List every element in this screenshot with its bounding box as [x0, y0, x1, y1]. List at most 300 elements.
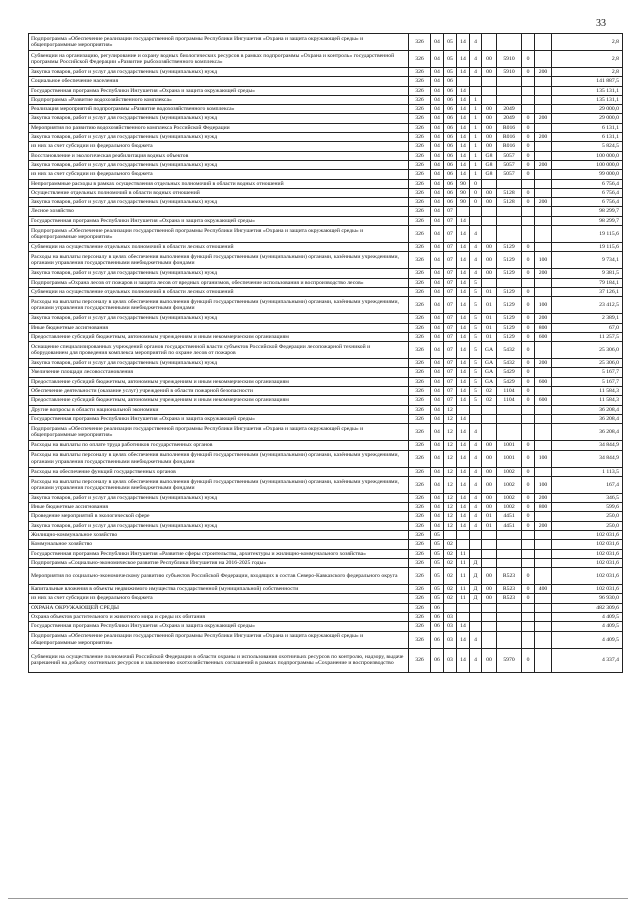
cell-subsection-code: 07 [444, 396, 457, 405]
cell-direction-code: 00 [482, 142, 497, 151]
table-row [29, 77, 623, 86]
cell-ministry-code: 326 [409, 549, 431, 558]
cell-item-name: Мероприятия по развитию водохозяйственного комплекса Российской Федерации [29, 123, 409, 132]
cell-ministry-code: 326 [409, 34, 431, 51]
cell-program-code: 90 [457, 179, 470, 188]
cell-expense-type-code: 800 [535, 323, 552, 332]
cell-ministry-code: 326 [409, 568, 431, 585]
cell-direction-code: 00 [482, 114, 497, 123]
cell-amount: 4 337,4 [552, 648, 623, 672]
cell-item-name: Подпрограмма «Развитие водохозяйственного комплекса» [29, 95, 409, 104]
cell-subsection-code: 06 [444, 123, 457, 132]
cell-expense-type-code: 200 [535, 493, 552, 502]
table-row [29, 558, 623, 567]
cell-item-name: Подпрограмма «Обеспечение реализации государственной программы Республики Ингушетия «Охрана и защита окружающей среды» и общепрограммные мероприятия» [29, 34, 409, 51]
cell-subarticle-code [522, 216, 535, 225]
cell-article-code: 4451 [497, 521, 522, 530]
cell-subprogram-code: 4 [470, 648, 482, 672]
cell-direction-code: G8 [482, 151, 497, 160]
cell-program-code: 14 [457, 521, 470, 530]
cell-ministry-code: 326 [409, 269, 431, 278]
cell-amount: 2,8 [552, 34, 623, 51]
cell-section-code: 06 [431, 631, 444, 648]
cell-subprogram-code: 5 [470, 314, 482, 323]
cell-subsection-code: 12 [444, 441, 457, 450]
cell-section-code: 04 [431, 521, 444, 530]
cell-item-name: Закупка товаров, работ и услуг для государственных (муниципальных) нужд [29, 68, 409, 77]
cell-subprogram-code: 1 [470, 170, 482, 179]
cell-item-name: Предоставление субсидий бюджетным, автономным учреждениям и иным некоммерческим организациям [29, 396, 409, 405]
cell-article-code: 5432 [497, 342, 522, 359]
cell-section-code: 04 [431, 314, 444, 323]
cell-subarticle-code: 0 [522, 493, 535, 502]
cell-article-code: 2049 [497, 114, 522, 123]
cell-item-name: Предоставление субсидий бюджетным, автономным учреждениям и иным некоммерческим организациям [29, 377, 409, 386]
cell-article-code: 5129 [497, 323, 522, 332]
cell-subarticle-code [522, 603, 535, 612]
cell-item-name: из них за счет субсидии из федерального бюджета [29, 594, 409, 603]
cell-expense-type-code [535, 142, 552, 151]
cell-section-code: 04 [431, 51, 444, 68]
cell-program-code: 14 [457, 123, 470, 132]
cell-item-name: Закупка товаров, работ и услуг для государственных (муниципальных) нужд [29, 269, 409, 278]
cell-article-code: 1001 [497, 441, 522, 450]
cell-subarticle-code: 0 [522, 368, 535, 377]
cell-expense-type-code [535, 287, 552, 296]
cell-section-code: 04 [431, 396, 444, 405]
cell-expense-type-code [535, 424, 552, 441]
cell-section-code: 04 [431, 424, 444, 441]
cell-subarticle-code: 0 [522, 467, 535, 476]
table-row [29, 521, 623, 530]
cell-subarticle-code [522, 414, 535, 423]
cell-ministry-code: 326 [409, 287, 431, 296]
cell-section-code: 05 [431, 540, 444, 549]
cell-direction-code: 01 [482, 287, 497, 296]
cell-program-code: 11 [457, 558, 470, 567]
cell-article-code: 5057 [497, 151, 522, 160]
cell-expense-type-code: 200 [535, 521, 552, 530]
cell-section-code: 04 [431, 377, 444, 386]
cell-expense-type-code: 600 [535, 377, 552, 386]
cell-direction-code: 00 [482, 493, 497, 502]
cell-subsection-code: 06 [444, 160, 457, 169]
table-row [29, 594, 623, 603]
cell-item-name: Закупка товаров, работ и услуг для государственных (муниципальных) нужд [29, 114, 409, 123]
cell-item-name: Подпрограмма «Охрана лесов от пожаров и защита лесов от вредных организмов, обеспечение использования и воспроизводство лесов» [29, 278, 409, 287]
cell-article-code: 4451 [497, 512, 522, 521]
cell-expense-type-code: 200 [535, 160, 552, 169]
cell-article-code: 1001 [497, 450, 522, 467]
table-row [29, 207, 623, 216]
cell-subarticle-code: 0 [522, 297, 535, 314]
cell-amount: 141 887,5 [552, 77, 623, 86]
cell-direction-code: 02 [482, 387, 497, 396]
table-row [29, 170, 623, 179]
cell-section-code: 04 [431, 95, 444, 104]
cell-item-name: Другие вопросы в области национальной экономики [29, 405, 409, 414]
cell-subprogram-code: 5 [470, 368, 482, 377]
cell-subprogram-code: 0 [470, 188, 482, 197]
cell-article-code [497, 34, 522, 51]
table-row [29, 198, 623, 207]
cell-subsection-code: 07 [444, 342, 457, 359]
cell-subprogram-code: 1 [470, 160, 482, 169]
cell-direction-code: 00 [482, 198, 497, 207]
table-row [29, 269, 623, 278]
cell-article-code [497, 95, 522, 104]
cell-article-code: 5129 [497, 252, 522, 269]
cell-direction-code [482, 558, 497, 567]
cell-subsection-code: 02 [444, 594, 457, 603]
cell-amount: 346,5 [552, 493, 623, 502]
cell-subprogram-code: 4 [470, 424, 482, 441]
cell-subprogram-code: 4 [470, 226, 482, 243]
cell-program-code: 14 [457, 359, 470, 368]
cell-direction-code: G8 [482, 160, 497, 169]
cell-amount: 6 131,1 [552, 133, 623, 142]
cell-expense-type-code: 200 [535, 68, 552, 77]
cell-program-code: 14 [457, 342, 470, 359]
cell-direction-code [482, 414, 497, 423]
cell-amount: 34 844,9 [552, 441, 623, 450]
cell-ministry-code: 326 [409, 207, 431, 216]
cell-article-code: 5432 [497, 359, 522, 368]
cell-ministry-code: 326 [409, 160, 431, 169]
cell-direction-code: 00 [482, 51, 497, 68]
cell-expense-type-code [535, 594, 552, 603]
cell-amount: 102 031,6 [552, 549, 623, 558]
cell-expense-type-code [535, 648, 552, 672]
cell-section-code: 04 [431, 133, 444, 142]
cell-program-code: 14 [457, 252, 470, 269]
cell-item-name: Непрограммные расходы в рамках осуществления отдельных полномочий в области водных отношений [29, 179, 409, 188]
cell-article-code [497, 226, 522, 243]
cell-expense-type-code: 600 [535, 396, 552, 405]
cell-ministry-code: 326 [409, 179, 431, 188]
cell-subsection-code: 06 [444, 170, 457, 179]
cell-expense-type-code [535, 342, 552, 359]
cell-direction-code: 00 [482, 476, 497, 493]
cell-subprogram-code: 4 [470, 68, 482, 77]
cell-subprogram-code: 4 [470, 476, 482, 493]
cell-expense-type-code [535, 467, 552, 476]
cell-expense-type-code [535, 34, 552, 51]
cell-subsection-code: 02 [444, 558, 457, 567]
cell-subarticle-code: 0 [522, 151, 535, 160]
table-row [29, 414, 623, 423]
cell-direction-code: 00 [482, 68, 497, 77]
cell-direction-code: 00 [482, 252, 497, 269]
cell-article-code: R016 [497, 142, 522, 151]
cell-expense-type-code [535, 622, 552, 631]
cell-section-code: 04 [431, 414, 444, 423]
cell-direction-code: GA [482, 359, 497, 368]
cell-direction-code: G8 [482, 170, 497, 179]
cell-subprogram-code: 4 [470, 512, 482, 521]
cell-item-name: из них за счет субсидии из федерального бюджета [29, 170, 409, 179]
cell-ministry-code: 326 [409, 613, 431, 622]
cell-subprogram-code: 5 [470, 332, 482, 341]
cell-program-code: 14 [457, 216, 470, 225]
cell-subsection-code [444, 603, 457, 612]
cell-subprogram-code: 4 [470, 631, 482, 648]
cell-amount: 99 000,0 [552, 170, 623, 179]
cell-item-name: Иные бюджетные ассигнования [29, 503, 409, 512]
cell-ministry-code: 326 [409, 278, 431, 287]
cell-item-name: Капитальные вложения в объекты недвижимого имущества государственной (муниципальной) собственности [29, 585, 409, 594]
cell-amount: 5 824,5 [552, 142, 623, 151]
cell-item-name: Субвенции на организацию, регулирование и охрану водных биологических ресурсов в рамках подпрограммы «Охрана и контроль» государственной программы Российской Федерации «Развитие рыбохозяйственного комплекса» [29, 51, 409, 68]
cell-section-code: 04 [431, 198, 444, 207]
cell-ministry-code: 326 [409, 387, 431, 396]
cell-article-code [497, 77, 522, 86]
cell-amount: 25 306,0 [552, 342, 623, 359]
cell-direction-code: 01 [482, 332, 497, 341]
cell-program-code: 14 [457, 414, 470, 423]
cell-subarticle-code: 0 [522, 188, 535, 197]
cell-program-code: 14 [457, 269, 470, 278]
cell-amount: 36 208,4 [552, 424, 623, 441]
cell-article-code [497, 558, 522, 567]
cell-amount: 23 412,5 [552, 297, 623, 314]
table-row [29, 568, 623, 585]
cell-direction-code: 00 [482, 188, 497, 197]
cell-section-code: 04 [431, 450, 444, 467]
cell-ministry-code: 326 [409, 243, 431, 252]
cell-expense-type-code [535, 530, 552, 539]
cell-subprogram-code [470, 207, 482, 216]
cell-amount: 4 409,5 [552, 613, 623, 622]
cell-ministry-code: 326 [409, 396, 431, 405]
cell-direction-code: 00 [482, 503, 497, 512]
cell-amount: 19 115,6 [552, 226, 623, 243]
cell-item-name: Восстановление и экологическая реабилитация водных объектов [29, 151, 409, 160]
table-row [29, 287, 623, 296]
cell-section-code: 04 [431, 368, 444, 377]
cell-ministry-code: 326 [409, 585, 431, 594]
cell-direction-code [482, 424, 497, 441]
cell-article-code [497, 613, 522, 622]
cell-subarticle-code: 0 [522, 359, 535, 368]
cell-amount: 100 000,0 [552, 160, 623, 169]
cell-subarticle-code: 0 [522, 314, 535, 323]
cell-section-code: 05 [431, 568, 444, 585]
cell-section-code: 04 [431, 287, 444, 296]
cell-ministry-code: 326 [409, 188, 431, 197]
cell-amount: 11 584,3 [552, 396, 623, 405]
cell-expense-type-code [535, 123, 552, 132]
cell-expense-type-code [535, 151, 552, 160]
cell-direction-code: 00 [482, 269, 497, 278]
cell-amount: 5 167,7 [552, 377, 623, 386]
cell-article-code: 5129 [497, 297, 522, 314]
cell-amount: 6 756,4 [552, 179, 623, 188]
cell-item-name: Государственная программа Республики Ингушетия «Охрана и защита окружающей среды» [29, 622, 409, 631]
cell-expense-type-code [535, 243, 552, 252]
table-row [29, 493, 623, 502]
cell-article-code [497, 622, 522, 631]
cell-subarticle-code: 0 [522, 387, 535, 396]
cell-item-name: Подпрограмма «Социально-экономическое развитие Республики Ингушетия на 2016-2025 годы» [29, 558, 409, 567]
cell-section-code: 04 [431, 252, 444, 269]
cell-ministry-code: 326 [409, 540, 431, 549]
cell-ministry-code: 326 [409, 332, 431, 341]
cell-expense-type-code [535, 603, 552, 612]
cell-subsection-code: 07 [444, 287, 457, 296]
cell-subprogram-code: 5 [470, 396, 482, 405]
cell-expense-type-code [535, 540, 552, 549]
cell-subarticle-code: 0 [522, 568, 535, 585]
cell-subsection-code: 05 [444, 34, 457, 51]
cell-ministry-code: 326 [409, 77, 431, 86]
cell-section-code: 04 [431, 512, 444, 521]
cell-amount: 482 309,6 [552, 603, 623, 612]
table-row [29, 123, 623, 132]
cell-article-code [497, 549, 522, 558]
table-row [29, 243, 623, 252]
cell-subsection-code: 03 [444, 613, 457, 622]
cell-subarticle-code [522, 405, 535, 414]
cell-article-code [497, 405, 522, 414]
cell-amount: 102 031,6 [552, 530, 623, 539]
cell-expense-type-code [535, 414, 552, 423]
cell-article-code: R523 [497, 594, 522, 603]
cell-subprogram-code: 5 [470, 297, 482, 314]
cell-ministry-code: 326 [409, 521, 431, 530]
cell-subprogram-code: 1 [470, 114, 482, 123]
cell-subarticle-code: 0 [522, 133, 535, 142]
cell-expense-type-code: 200 [535, 359, 552, 368]
cell-section-code: 06 [431, 622, 444, 631]
cell-item-name: Расходы на выплаты персоналу в целях обеспечения выполнения функций государственными (муниципальными) органами, казёнными учреждениями, органами управления государственными внебюджетными фондами [29, 450, 409, 467]
cell-ministry-code: 326 [409, 558, 431, 567]
cell-subsection-code: 06 [444, 179, 457, 188]
cell-direction-code: 00 [482, 450, 497, 467]
cell-item-name: Расходы на выплаты персоналу в целях обеспечения выполнения функций государственными (муниципальными) органами, казёнными учреждениями, органами управления государственными внебюджетными фондами [29, 297, 409, 314]
cell-subsection-code: 05 [444, 68, 457, 77]
cell-article-code [497, 179, 522, 188]
table-row [29, 549, 623, 558]
cell-subarticle-code [522, 622, 535, 631]
cell-program-code: 14 [457, 622, 470, 631]
cell-subsection-code: 07 [444, 387, 457, 396]
cell-subsection-code: 07 [444, 278, 457, 287]
cell-article-code: R016 [497, 123, 522, 132]
cell-subprogram-code: 4 [470, 521, 482, 530]
cell-article-code: 5057 [497, 160, 522, 169]
cell-subsection-code: 07 [444, 297, 457, 314]
cell-direction-code: 01 [482, 512, 497, 521]
cell-expense-type-code: 200 [535, 114, 552, 123]
cell-subprogram-code: Д [470, 594, 482, 603]
cell-program-code: 14 [457, 441, 470, 450]
cell-subprogram-code: 4 [470, 467, 482, 476]
cell-subprogram-code [470, 603, 482, 612]
cell-subprogram-code: 4 [470, 450, 482, 467]
table-row [29, 368, 623, 377]
cell-expense-type-code: 200 [535, 133, 552, 142]
cell-direction-code [482, 216, 497, 225]
cell-program-code: 14 [457, 332, 470, 341]
cell-subprogram-code: 5 [470, 377, 482, 386]
cell-program-code: 14 [457, 396, 470, 405]
cell-subsection-code: 12 [444, 414, 457, 423]
cell-amount: 67,0 [552, 323, 623, 332]
cell-direction-code: 00 [482, 594, 497, 603]
cell-section-code: 04 [431, 77, 444, 86]
cell-subsection-code: 12 [444, 476, 457, 493]
cell-item-name: Расходы на выплаты персоналу в целях обеспечения выполнения функций государственными (муниципальными) органами, казёнными учреждениями, органами управления государственными внебюджетными фондами [29, 476, 409, 493]
cell-ministry-code: 326 [409, 123, 431, 132]
cell-direction-code: 00 [482, 648, 497, 672]
cell-item-name: Жилищно-коммунальное хозяйство [29, 530, 409, 539]
cell-amount: 36 208,4 [552, 405, 623, 414]
cell-expense-type-code [535, 278, 552, 287]
cell-program-code: 14 [457, 387, 470, 396]
cell-subprogram-code: 4 [470, 503, 482, 512]
table-row [29, 613, 623, 622]
cell-subarticle-code [522, 179, 535, 188]
cell-program-code: 14 [457, 34, 470, 51]
cell-item-name: Закупка товаров, работ и услуг для государственных (муниципальных) нужд [29, 359, 409, 368]
cell-ministry-code: 326 [409, 105, 431, 114]
cell-amount: 599,6 [552, 503, 623, 512]
cell-section-code: 05 [431, 530, 444, 539]
cell-subprogram-code: 1 [470, 105, 482, 114]
cell-direction-code [482, 207, 497, 216]
cell-section-code: 05 [431, 549, 444, 558]
cell-expense-type-code [535, 405, 552, 414]
table-row [29, 332, 623, 341]
cell-subarticle-code: 0 [522, 342, 535, 359]
cell-item-name: ОХРАНА ОКРУЖАЮЩЕЙ СРЕДЫ [29, 603, 409, 612]
cell-subarticle-code: 0 [522, 252, 535, 269]
cell-ministry-code: 326 [409, 86, 431, 95]
cell-subsection-code: 12 [444, 512, 457, 521]
cell-subarticle-code [522, 631, 535, 648]
cell-item-name: Государственная программа Республики Ингушетия «Охрана и защита окружающей среды» [29, 86, 409, 95]
cell-expense-type-code: 100 [535, 476, 552, 493]
cell-program-code: 14 [457, 297, 470, 314]
cell-article-code: 5129 [497, 287, 522, 296]
cell-amount: 11 257,5 [552, 332, 623, 341]
cell-article-code: 5129 [497, 243, 522, 252]
cell-subarticle-code [522, 207, 535, 216]
cell-ministry-code: 326 [409, 114, 431, 123]
table-row [29, 377, 623, 386]
cell-item-name: Подпрограмма «Обеспечение реализации государственной программы Республики Ингушетия «Охрана и защита окружающей среды» и общепрограммные мероприятия» [29, 631, 409, 648]
cell-item-name: Закупка товаров, работ и услуг для государственных (муниципальных) нужд [29, 160, 409, 169]
cell-direction-code [482, 278, 497, 287]
cell-section-code: 04 [431, 226, 444, 243]
cell-program-code: 11 [457, 594, 470, 603]
cell-amount: 167,4 [552, 476, 623, 493]
cell-direction-code [482, 77, 497, 86]
cell-subarticle-code: 0 [522, 68, 535, 77]
cell-subsection-code: 02 [444, 568, 457, 585]
cell-subprogram-code [470, 549, 482, 558]
cell-subsection-code: 07 [444, 314, 457, 323]
table-row [29, 424, 623, 441]
cell-item-name: Осуществление отдельных полномочий в области водных отношений [29, 188, 409, 197]
cell-ministry-code: 326 [409, 51, 431, 68]
table-row [29, 467, 623, 476]
cell-subarticle-code [522, 558, 535, 567]
cell-program-code: 14 [457, 503, 470, 512]
cell-article-code: R523 [497, 568, 522, 585]
cell-expense-type-code [535, 387, 552, 396]
